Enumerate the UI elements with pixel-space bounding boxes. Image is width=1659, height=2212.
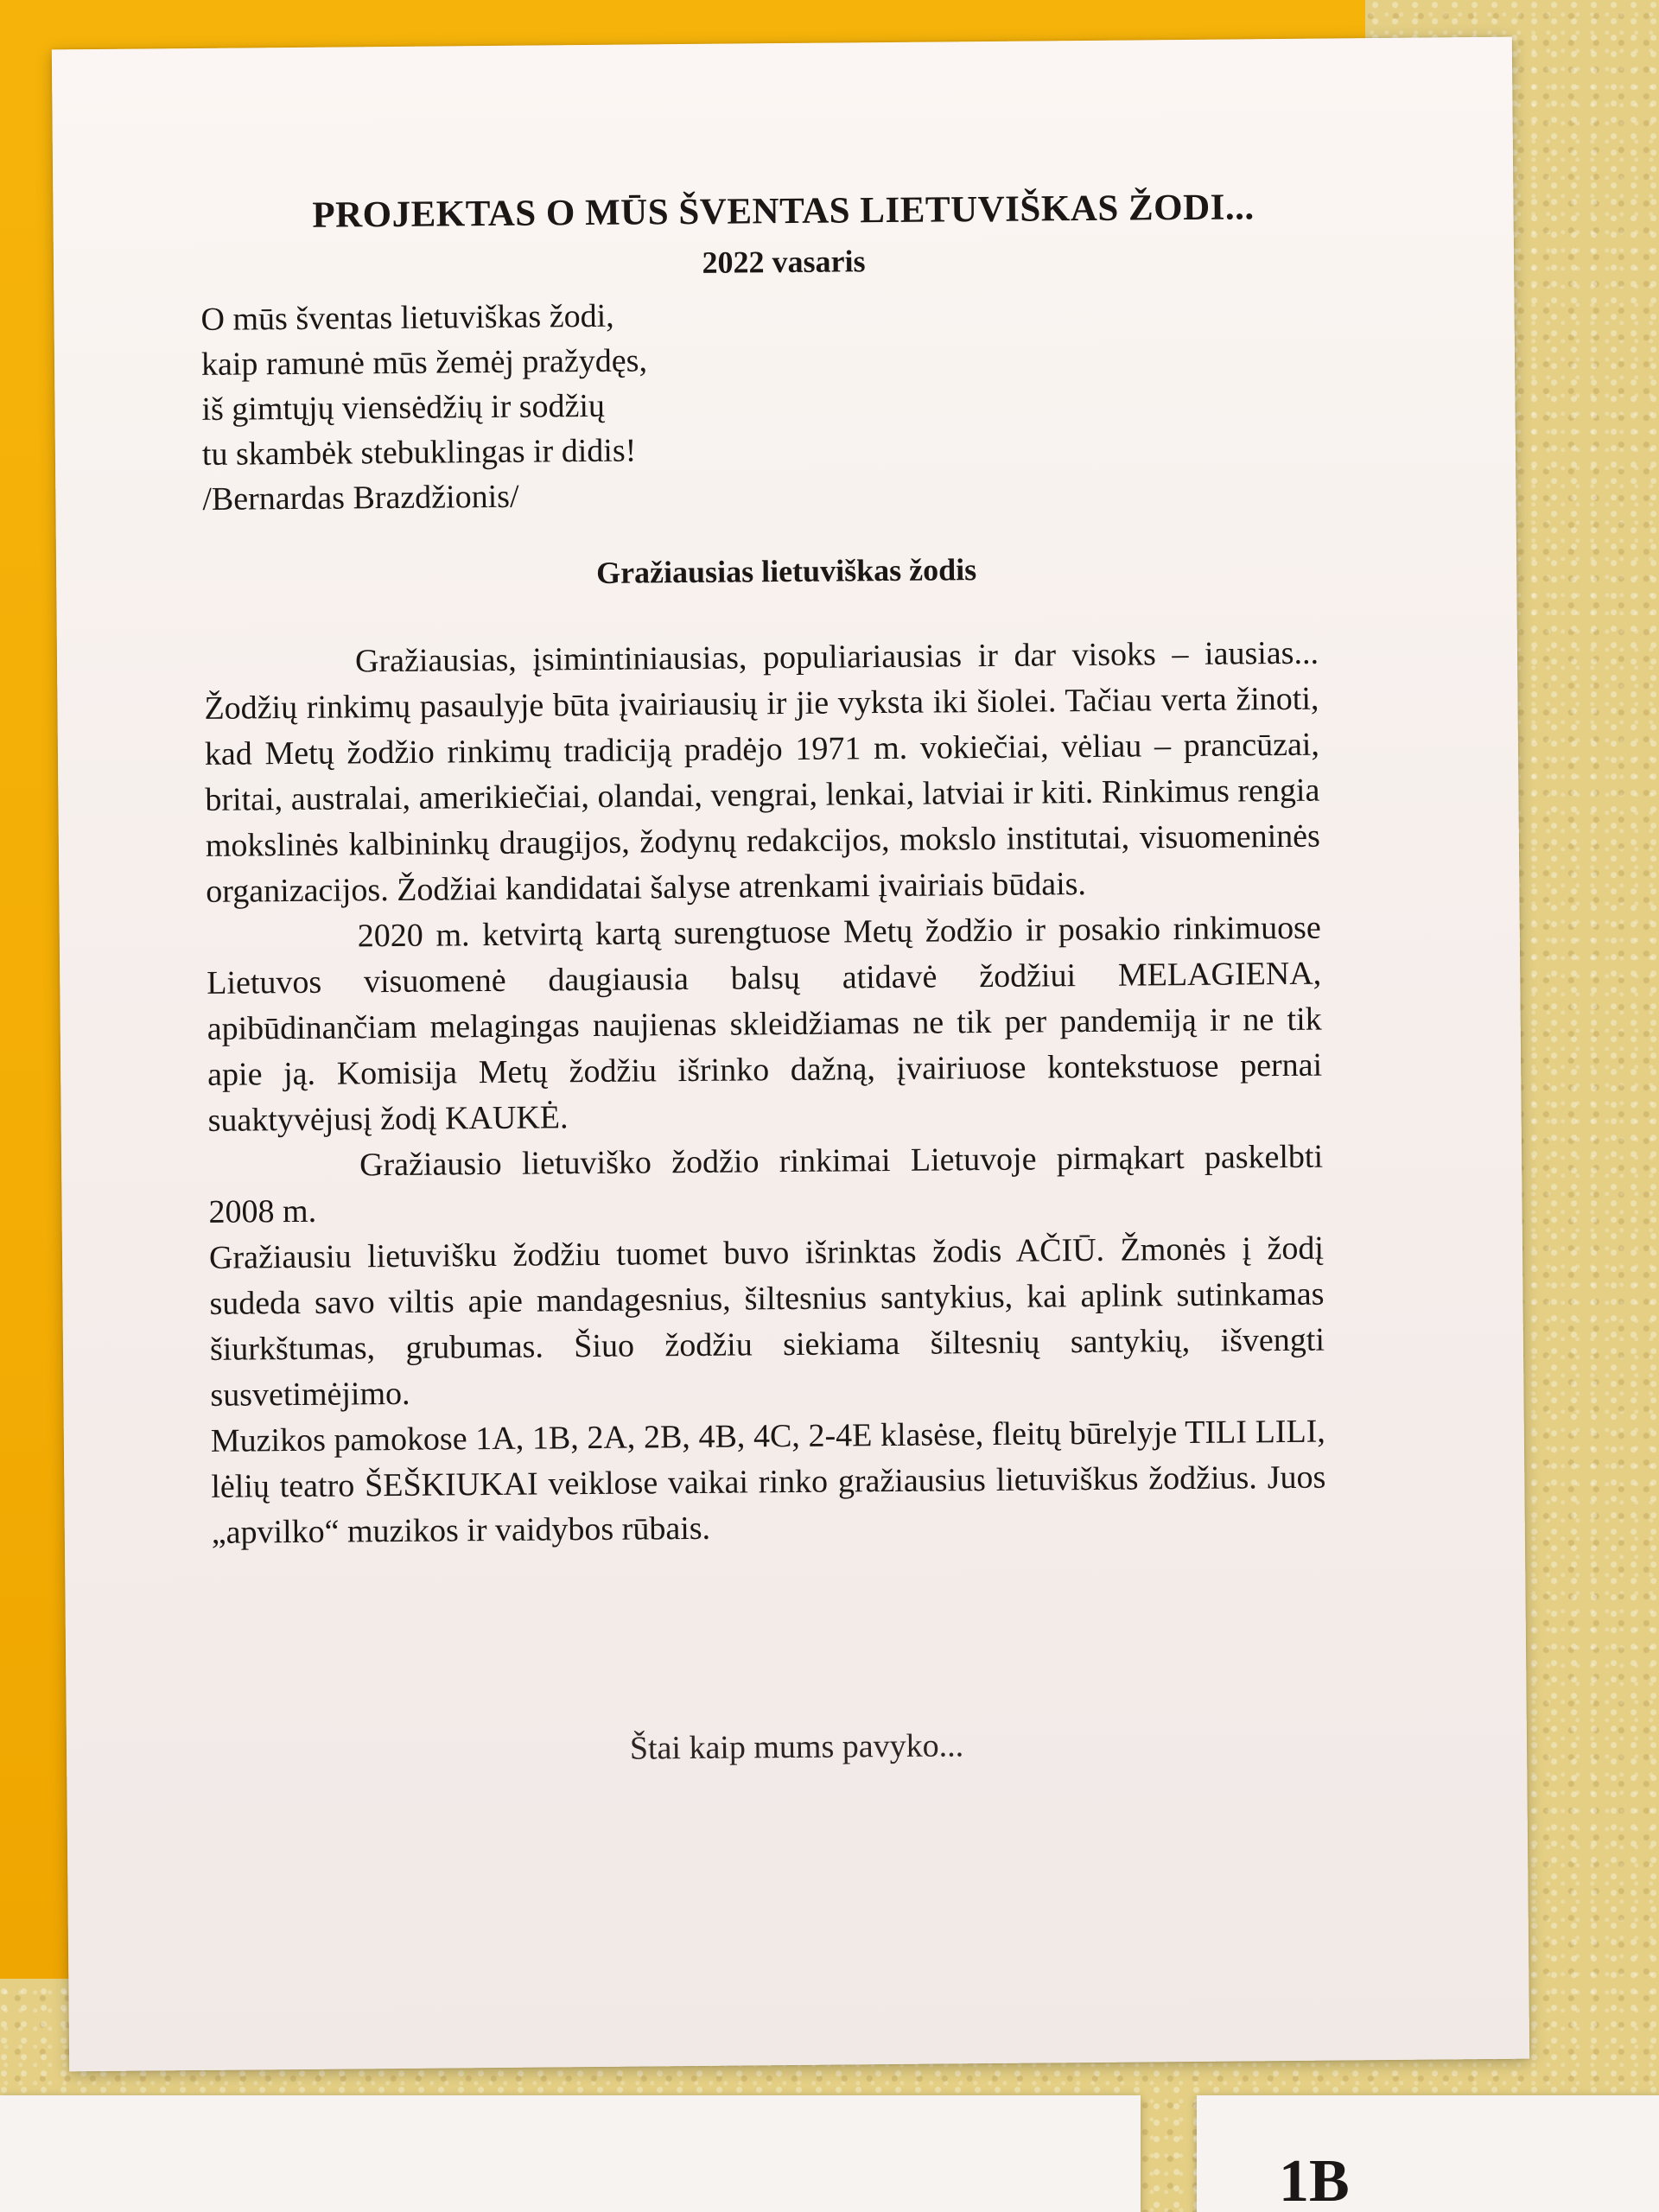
poem-line: O mūs šventas lietuviškas žodi, (200, 297, 614, 338)
paragraph: 2020 m. ketvirtą kartą surengtuose Metų žodžio ir posakio rinkimuose Lietuvos visuomenė daugiausia balsų atidavė žodžiui MELAGIENA, apibūdinančiam melagingas naujienas skleidžiamas ne tik per pandemiją ir ne tik apie ją. Komisija Metų žodžiu išrinko dažną, įvairiuose kontekstuose pernai suaktyvėjusį žodį KAUKĖ. (207, 909, 1323, 1139)
poem-line: tu skambėk stebuklingas ir didis! (201, 432, 637, 473)
poem (200, 293, 648, 521)
section-heading: Gražiausias lietuviškas žodis (595, 552, 977, 590)
paragraph: Gražiausias, įsimintiniausias, populiariausias ir dar visoks – iausias... Žodžių rinkimų pasaulyje būta įvairiausių ir jie vyksta iki šiolei. Tačiau verta žinoti, kad Metų žodžio rinkimų tradiciją pradėjo 1971 m. vokiečiai, vėliau – prancūzai, britai, australai, amerikiečiai, olandai, vengrai, lenkai, latviai ir kiti. Rinkimus rengia mokslinės kalbininkų draugijos, žodynų redakcijos, mokslo institutai, visuomeninės organizacijos. Žodžiai kandidatai šalyse atrenkami įvairiais būdais. (204, 634, 1321, 910)
paragraph: Gražiausio lietuviško žodžio rinkimai Lietuvoje pirmąkart paskelbti 2008 m. (208, 1138, 1324, 1230)
paper-sheet (52, 37, 1529, 2072)
class-label: 1B (1279, 2148, 1350, 2212)
lower-sheet-right (1197, 2095, 1659, 2212)
poem-author: /Bernardas Brazdžionis/ (202, 478, 519, 518)
lower-sheet-left (0, 2095, 1141, 2212)
body-text (204, 631, 1326, 1556)
document-subtitle: 2022 vasaris (702, 244, 866, 280)
poem-line: iš gimtųjų viensėdžių ir sodžių (201, 387, 606, 428)
document-title: PROJEKTAS O MŪS ŠVENTAS LIETUVIŠKAS ŽODI... (312, 187, 1255, 236)
poem-line: kaip ramunė mūs žemėj pražydęs, (200, 342, 648, 383)
paragraph: Gražiausiu lietuvišku žodžiu tuomet buvo išrinktas žodis AČIŪ. Žmonės į žodį sudeda savo viltis apie mandagesnius, šiltesnius santykius, kai aplink sutinkamas šiurkštumas, grubumas. Šiuo žodžiu siekiama šiltesnių santykių, išvengti susvetimėjimo. (208, 1230, 1325, 1414)
closing-line: Štai kaip mums pavyko... (629, 1727, 964, 1767)
paragraph: Muzikos pamokose 1A, 1B, 2A, 2B, 4B, 4C, 2-4E klasėse, fleitų būrelyje TILI LILI, lėlių teatro ŠEŠKIUKAI veiklose vaikai rinko gražiausius lietuviškus žodžius. Juos „apvilko“ muzikos ir vaidybos rūbais. (210, 1413, 1326, 1551)
